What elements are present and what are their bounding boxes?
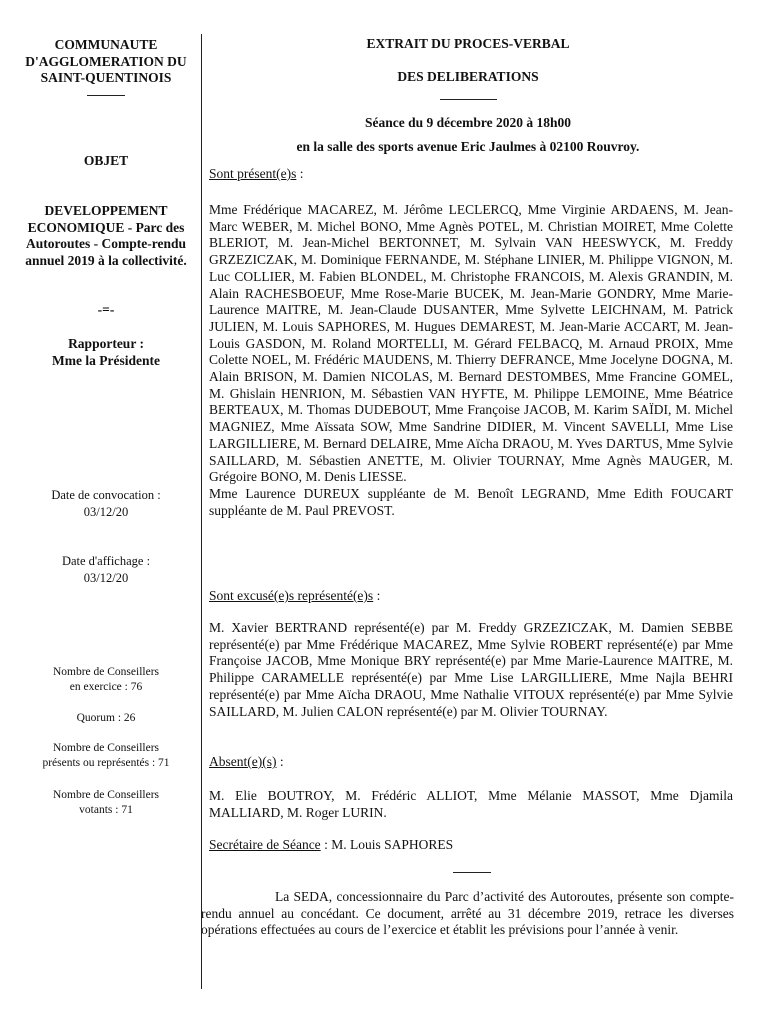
excuses-text: M. Xavier BERTRAND représenté(e) par M. Freddy GRZEZICZAK, M. Damien SEBBE représenté(e) par Mme Frédérique MACAREZ, Mme Sylvie ROBERT représenté(e) par Mme Françoise JACOB, Mme Monique BRY représenté(e) par Mme Marie-Laurence MAITRE, M. Philippe CARAMELLE représenté(e) par Mme Lise LARGILLIERE, Mme Najla BEHRI représenté(e) par Mme Aïcha DRAOU, Mme Nathalie VITOUX représenté(e) par Mme Sylvie SAILLARD, M. Julien CALON représenté(e) par M. Olivier TOURNAY. [209,620,733,719]
seance-date: Séance du 9 décembre 2020 à 18h00 [365,115,571,130]
secretaire-line [209,837,733,854]
excuses-label: Sont excusé(e)s représenté(e)s [209,588,374,603]
header-title: EXTRAIT DU PROCES-VERBAL [366,36,570,51]
objet-label: OBJET [83,153,129,168]
column-divider [201,34,202,989]
header-rule [440,99,497,100]
presents-suffix: : [296,166,304,181]
separator: -=- [97,302,115,317]
excuses-heading [209,588,733,605]
presents-label: Sont présent(e)s [209,166,297,181]
suppleants-text: Mme Laurence DUREUX suppléante de M. Benoît LEGRAND, Mme Edith FOUCART suppléante de M. Paul PREVOST. [209,485,733,518]
section-rule [453,872,491,873]
conseillers-votants: Nombre de Conseillers votants : 71 [52,789,160,816]
seance-location: en la salle des sports avenue Eric Jaulmes à 02100 Rouvroy. [296,139,640,154]
presents-text: Mme Frédérique MACAREZ, M. Jérôme LECLERCQ, Mme Virginie ARDAENS, M. Jean-Marc WEBER, M. Michel BONO, Mme Agnès POTEL, M. Christian MOIRET, Mme Colette BLERIOT, M. Jean-Michel BERTONNET, M. Sylvain VAN HEESWYCK, M. Freddy GRZEZICZAK, M. Dominique FERNANDE, M. Stéphane LINIER, M. Philippe VIGNON, M. Luc COLLIER, M. Fabien BLONDEL, M. Christophe FRANCOIS, M. Alexis GRANDIN, M. Alain RACHESBOEUF, Mme Rose-Marie BUCEK, M. Jean-Marie GONDRY, Mme Marie-Laurence MAITRE, M. Jean-Claude DUSANTER, Mme Sylvette LEICHNAM, M. Patrick JULIEN, M. Louis SAPHORES, M. Hugues DEMAREST, M. Jean-Marie ACCART, M. Jean-Louis GASDON, M. Roland MORTELLI, M. Gérard FELBACQ, M. Arnaud PROIX, Mme Colette NOEL, M. Frédéric MAUDENS, M. Thierry DEFRANCE, Mme Jocelyne DOGNA, M. Alain BRISON, M. Damien NICOLAS, M. Bernard DESTOMBES, Mme Francine GOMEL, M. Ghislain HENRION, M. Sébastien VAN HYFTE, M. Philippe LEMOINE, Mme Béatrice BERTEAUX, M. Thomas DUDEBOUT, Mme Françoise JACOB, M. Karim SAÏDI, M. Michel MAGNIEZ, Mme Aïssata SOW, Mme Sandrine DIDIER, M. Vincent SAVELLI, Mme Lise LARGILLIERE, M. Bernard DELAIRE, Mme Aïcha DRAOU, M. Yves DARTUS, Mme Sylvie SAILLARD, M. Sébastien ANETTE, M. Olivier TOURNAY, Mme Agnès MAUGER, M. Grégoire BONO, M. Denis LIESSE. [209,202,733,485]
absents-label: Absent(e)(s) [209,754,277,769]
left-rule [87,95,125,96]
body-paragraph: La SEDA, concessionnaire du Parc d’activité des Autoroutes, présente son compte-rendu annuel au concédant. Ce document, arrêté au 31 décembre 2019, retrace les diverses opérations effectuées au cours de l’exercice et établit les prévisions pour l’année à venir. [201,889,734,938]
organization-name [16,37,196,96]
conseillers-exercice: Nombre de Conseillers en exercice : 76 [52,666,160,693]
date-affichage: Date d'affichage : 03/12/20 [61,554,151,585]
date-convocation: Date de convocation : 03/12/20 [51,488,161,519]
secretaire-label: Secrétaire de Séance [209,837,321,852]
presents-list [209,202,733,519]
header-subtitle: DES DELIBERATIONS [397,69,539,84]
quorum: Quorum : 26 [76,712,136,724]
excuses-suffix: : [373,588,381,603]
organization-name-text: COMMUNAUTE D'AGGLOMERATION DU SAINT-QUENTINOIS [25,37,187,85]
absents-heading [209,754,733,771]
rapporteur: Rapporteur : Mme la Présidente [52,336,160,368]
conseillers-presents: Nombre de Conseillers présents ou représentés : 71 [42,742,170,769]
absents-suffix: : [276,754,284,769]
secretaire-name: : M. Louis SAPHORES [320,837,454,852]
presents-heading [209,166,733,183]
absents-text: M. Elie BOUTROY, M. Frédéric ALLIOT, Mme Mélanie MASSOT, Mme Djamila MALLIARD, M. Roger LURIN. [209,788,733,820]
subject-title: DEVELOPPEMENT ECONOMIQUE - Parc des Autoroutes - Compte-rendu annuel 2019 à la collectivité. [25,203,187,268]
